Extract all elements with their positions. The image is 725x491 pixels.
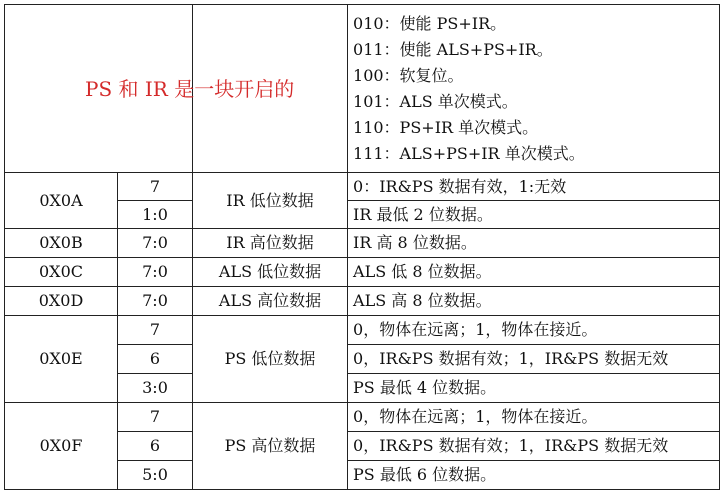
bit-description: IR 最低 2 位数据。 [348,201,720,229]
table-row [5,403,720,432]
bit-description: 0，物体在远离；1，物体在接近。 [348,403,720,432]
bit-description: ALS 低 8 位数据。 [348,258,720,287]
bit-description: 0：IR&PS 数据有效，1:无效 [348,173,720,201]
register-name: IR 高位数据 [193,229,348,258]
register-name: PS 低位数据 [193,316,348,403]
register-address: 0X0E [5,316,118,403]
table-row [5,173,720,201]
table-row [5,258,720,287]
register-name: ALS 低位数据 [193,258,348,287]
table-row [5,316,720,345]
bit-description: 0，IR&PS 数据有效；1，IR&PS 数据无效 [348,345,720,374]
table-row [5,5,720,173]
bit-field: 7:0 [118,287,193,316]
register-name: PS 高位数据 [193,403,348,490]
bit-field: 7 [118,173,193,201]
table-row [5,229,720,258]
bit-field: 5:0 [118,461,193,490]
bit-description: ALS 高 8 位数据。 [348,287,720,316]
annotation-note: PS 和 IR 是一块开启的 [5,5,193,173]
mode-line: 111：ALS+PS+IR 单次模式。 [353,143,585,163]
bit-description: 0，物体在远离；1，物体在接近。 [348,316,720,345]
bit-field: 7 [118,316,193,345]
register-address: 0X0D [5,287,118,316]
bit-description: 0，IR&PS 数据有效；1，IR&PS 数据无效 [348,432,720,461]
register-name: ALS 高位数据 [193,287,348,316]
register-address: 0X0A [5,173,118,229]
register-address: 0X0F [5,403,118,490]
bit-field: 6 [118,345,193,374]
mode-line: 100：软复位。 [353,65,464,85]
mode-line: 110：PS+IR 单次模式。 [353,117,539,137]
register-name: IR 低位数据 [193,173,348,229]
mode-line: 101：ALS 单次模式。 [353,91,518,111]
bit-field: 7:0 [118,258,193,287]
register-address: 0X0B [5,229,118,258]
bit-description: PS 最低 4 位数据。 [348,374,720,403]
bit-field: 3:0 [118,374,193,403]
bit-description: IR 高 8 位数据。 [348,229,720,258]
bit-field: 7:0 [118,229,193,258]
register-table [4,4,720,490]
bit-description: PS 最低 6 位数据。 [348,461,720,490]
bit-field: 6 [118,432,193,461]
mode-description-cell [348,5,720,173]
mode-line: 010：使能 PS+IR。 [353,13,507,33]
bit-field: 1:0 [118,201,193,229]
mode-line: 011：使能 ALS+PS+IR。 [353,39,553,59]
register-address: 0X0C [5,258,118,287]
table-row [5,287,720,316]
bit-field: 7 [118,403,193,432]
